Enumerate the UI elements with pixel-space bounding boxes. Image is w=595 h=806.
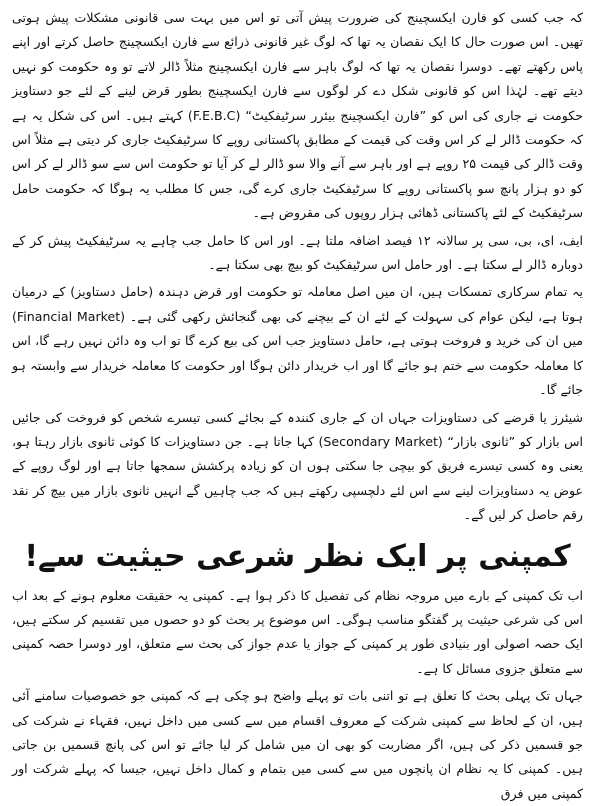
paragraph-febc-profit: ایف، ای، بی، سی پر سالانہ ۱۲ فیصد اضافہ ملتا ہے۔ اور اس کا حامل جب چاہے یہ سرٹیفکیٹ پیش کر کے دوبارہ ڈالر لے سکتا ہے۔ اور حامل اس سرٹیفکیٹ کو بیچ بھی سکتا ہے۔ [12,232,583,273]
paragraph-secondary-market: شیئرز یا قرضے کی دستاویزات جہاں ان کے جاری کنندہ کے بجائے کسی تیسرے شخص کو فروخت کی جائیں اس بازار کو ”ثانوی بازار“ (Secondary Market) کہا جاتا ہے۔ جن دستاویزات کا کوئی ثانوی بازار رہتا ہو، یعنی وہ کسی تیسرے فریق کو بیچی جا سکتی ہوں ان کو زیادہ پرکشش سمجھا جاتا ہے اور لوگ روپے کے عوض یہ دستاویزات لینے سے اس لئے دلچسپی رکھتے ہیں کہ جب چاہیں گے انہیں ثانوی بازار میں بیچ کر نقد رقم حاصل کر لیں گے۔ [12,409,583,523]
section-heading: کمپنی پر ایک نظر شرعی حیثیت سے! [24,538,571,574]
paragraph-sharia-overview: اب تک کمپنی کے بارے میں مروجہ نظام کی تفصیل کا ذکر ہوا ہے۔ کمپنی یہ حقیقت معلوم ہونے کے بعد اب اس کی شرعی حیثیت پر گفتگو مناسب ہوگی۔ اس موضوع پر بحث کو دو حصوں میں تقسیم کر سکتے ہیں، ایک حصہ اصولی اور بنیادی طور پر کمپنی کے جواز یا عدم جواز کی بحث سے متعلق، اور دوسرا حصہ کمپنی سے متعلق جزوی مسائل کا ہے۔ [12,587,583,676]
paragraph-first-discussion: جہاں تک پہلی بحث کا تعلق ہے تو اتنی بات تو پہلے واضح ہو چکی ہے کہ کمپنی جو خصوصیات سامنے آئی ہیں، ان کے لحاظ سے کمپنی شرکت کے معروف اقسام میں سے کسی میں داخل نہیں، فقہاء نے شرکت کی جو قسمیں ذکر کی ہیں، اگر مضاربت کو بھی ان میں شامل کر لیا جائے تو اس کی پانچ قسمیں بن جاتی ہیں۔ کمپنی کا یہ نظام ان پانچوں میں سے کسی میں بتمام و کمال داخل نہیں، جیسا کہ پہلے شرکت اور کمپنی میں فرق [12,688,583,801]
paragraph-government-securities: یہ تمام سرکاری تمسکات ہیں، ان میں اصل معاملہ تو حکومت اور قرض دہندہ (حامل دستاویز) کے درمیان ہوتا ہے، لیکن عوام کی سہولت کے لئے ان کے بیچنے کی بھی گنجائش رکھی گئی ہے۔ (Financial Market) میں ان کی خرید و فروخت ہوتی ہے، حامل دستاویز جب اس کی بیع کرے گا تو اب وہ دائن نہیں رہے گا، اس کا معاملہ حکومت سے ختم ہو جائے گا اور اب خریدار دائن ہوگا اور حکومت کا معاملہ خریدار سے وابستہ ہو جائے گا۔ [12,284,583,398]
paragraph-febc-intro: کہ جب کسی کو فارن ایکسچینج کی ضرورت پیش آتی تو اس میں بہت سی قانونی مشکلات پیش ہوتی تھیں۔ اس صورت حال کا ایک نقصان یہ تھا کہ لوگ غیر قانونی ذرائع سے فارن ایکسچینج حاصل کرتے اور اپنے پاس رکھتے تھے۔ دوسرا نقصان یہ تھا کہ لوگ باہر سے فارن ایکسچینج مثلاً ڈالر لاتے تو وہ حکومت کو نہیں دیتے تھے۔ لہٰذا اس کو قانونی شکل دے کر لوگوں سے فارن ایکسچینج بطور قرض لینے کے لئے جو دستاویز حکومت نے جاری کی اس کو ”فارن ایکسچینج بیئرر سرٹیفکیٹ“ (F.E.B.C) کہتے ہیں۔ اس کی شکل یہ ہے کہ حکومت ڈالر لے کر اس وقت کی قیمت کے مطابق پاکستانی روپے کا سرٹیفکیٹ جاری کر دیتی ہے مثلاً اس وقت ڈالر کی قیمت ۲۵ روپے ہے اور باہر سے آنے والا سو ڈالر لے کر آیا تو حکومت اس سے سو ڈالر لے کر اس کو دو ہزار پانچ سو پاکستانی روپے کا سرٹیفکیٹ جاری کرے گی، جس کا مطلب یہ ہوگا کہ حکومت حامل سرٹیفکیٹ کے لئے پاکستانی ڈھائی ہزار روپوں کی مقروض ہے۔ [12,10,584,221]
